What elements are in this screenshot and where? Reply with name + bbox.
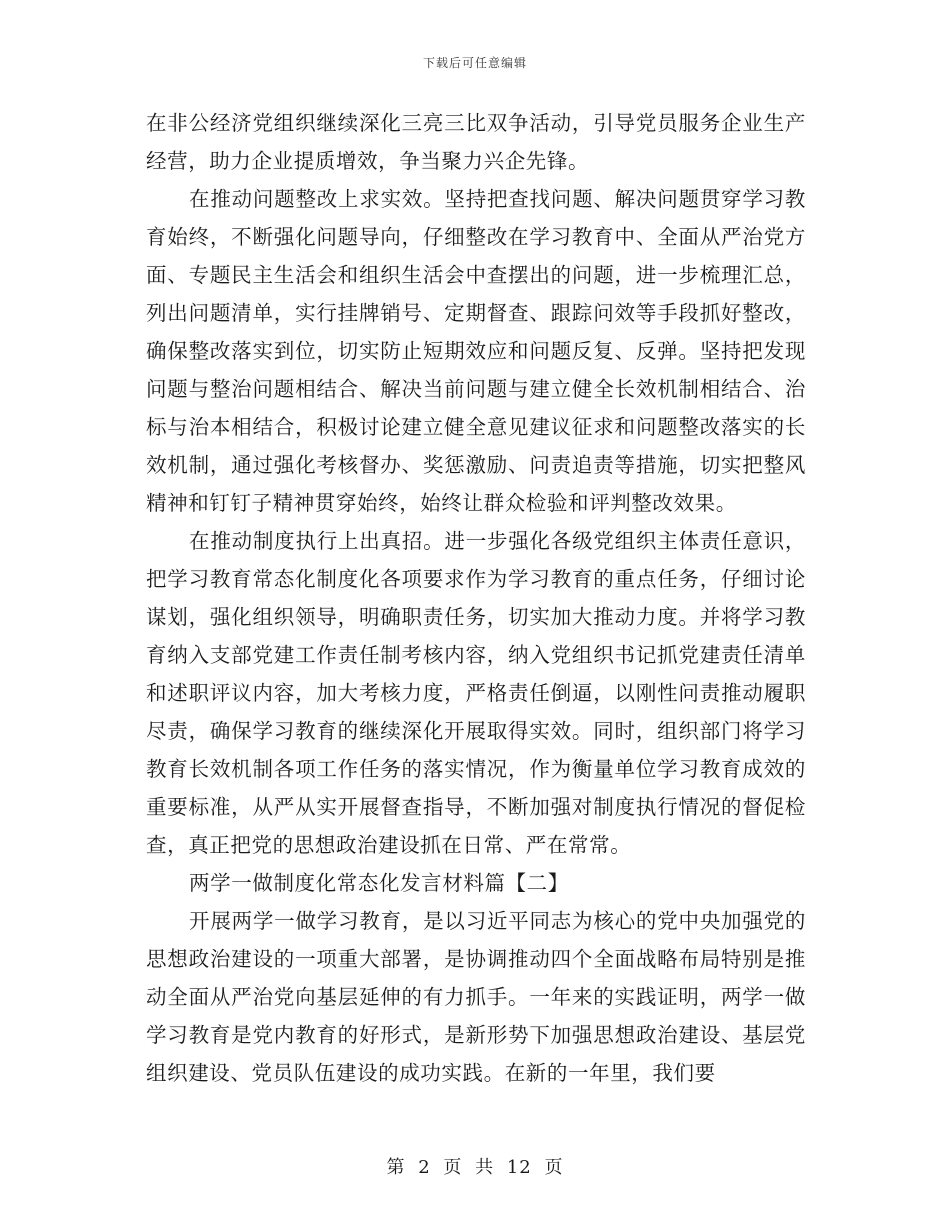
document-body <box>146 104 806 1092</box>
section-heading: 两学一做制度化常态化发言材料篇【二】 <box>189 871 569 895</box>
page-header: 下载后可任意编辑 <box>422 56 527 70</box>
paragraph-section-two-intro: 开展两学一做学习教育，是以习近平同志为核心的党中央加强党的思想政治建设的一项重大部署，是协调推动四个全面战略布局特别是推动全面从严治党向基层延伸的有力抓手。一年来的实践证明，两学一做学习教育是党内教育的好形式，是新形势下加强思想政治建设、基层党组织建设、党员队伍建设的成功实践。在新的一年里，我们要 <box>146 909 806 1085</box>
paragraph-continued: 在非公经济党组织继续深化三亮三比双争活动，引导党员服务企业生产经营，助力企业提质增效，争当聚力兴企先锋。 <box>146 111 806 173</box>
paragraph-system-execution: 在推动制度执行上出真招。进一步强化各级党组织主体责任意识，把学习教育常态化制度化各项要求作为学习教育的重点任务，仔细讨论谋划，强化组织领导，明确职责任务，切实加大推动力度。并将学习教育纳入支部党建工作责任制考核内容，纳入党组织书记抓党建责任清单和述职评议内容，加大考核力度，严格责任倒逼，以刚性问责推动履职尽责，确保学习教育的继续深化开展取得实效。同时，组织部门将学习教育长效机制各项工作任务的落实情况，作为衡量单位学习教育成效的重要标准，从严从实开展督查指导，不断加强对制度执行情况的督促检查，真正把党的思想政治建设抓在日常、严在常常。 <box>146 529 806 857</box>
paragraph-problem-rectification: 在推动问题整改上求实效。坚持把查找问题、解决问题贯穿学习教育始终，不断强化问题导向，仔细整改在学习教育中、全面从严治党方面、专题民主生活会和组织生活会中查摆出的问题，进一步梳理汇总，列出问题清单，实行挂牌销号、定期督查、跟踪问效等手段抓好整改，确保整改落实到位，切实防止短期效应和问题反复、反弹。坚持把发现问题与整治问题相结合、解决当前问题与建立健全长效机制相结合、治标与治本相结合，积极讨论建立健全意见建议征求和问题整改落实的长效机制，通过强化考核督办、奖惩激励、问责追责等措施，切实把整风精神和钉钉子精神贯穿始终，始终让群众检验和评判整改效果。 <box>146 187 806 515</box>
page-number: 第 2 页 共 12 页 <box>386 1157 564 1178</box>
